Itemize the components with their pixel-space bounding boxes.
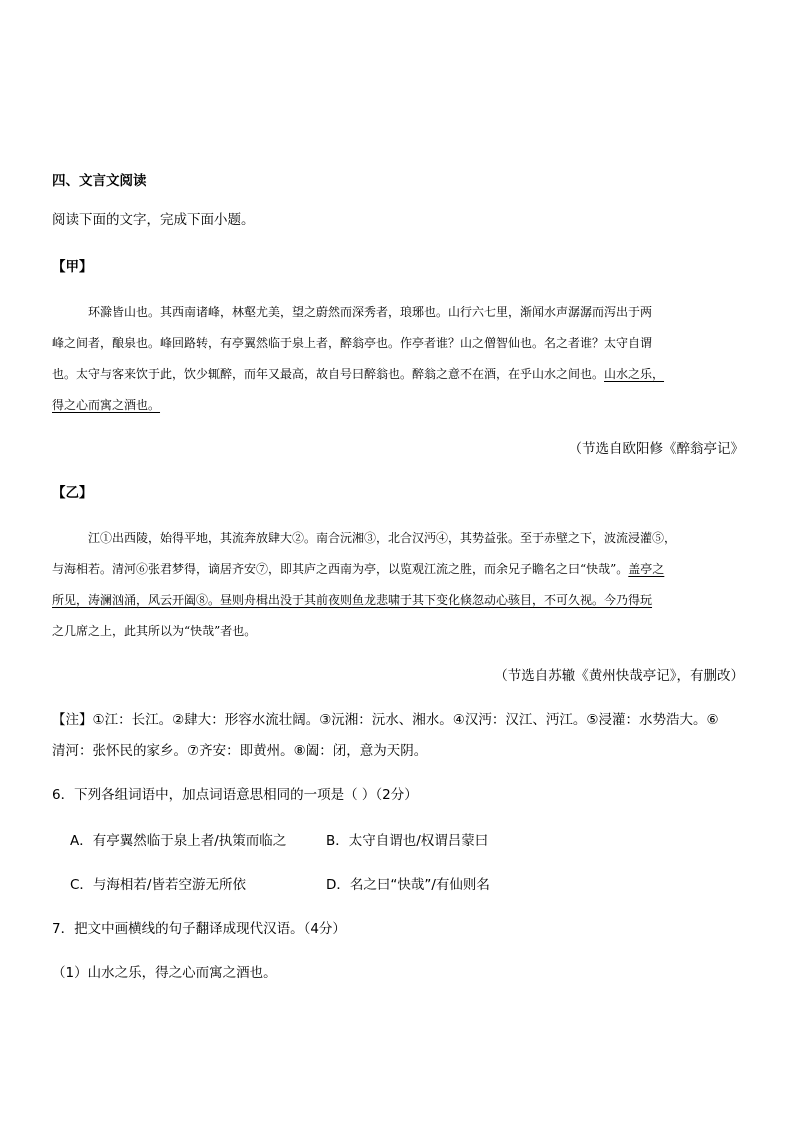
passage-yi-label: 【乙】 bbox=[52, 485, 93, 501]
option-c: C．与海相若/皆若空游无所依 bbox=[70, 877, 246, 893]
note-line: 【注】①江：长江。②肆大：形容水流壮阔。③沅湘：沅水、湘水。④汉沔：汉江、沔江。⑤浸灌：水势浩大。⑥ bbox=[52, 712, 719, 728]
passage-jia-label: 【甲】 bbox=[52, 259, 93, 275]
option-d: D．名之曰“快哉”/有仙则名 bbox=[326, 877, 490, 893]
section-title: 四、文言文阅读 bbox=[52, 173, 147, 189]
passage-line: 之几席之上，此其所以为“快哉”者也。 bbox=[52, 624, 257, 638]
instruction: 阅读下面的文字，完成下面小题。 bbox=[52, 212, 255, 228]
underlined-sentence: 山水之乐， bbox=[604, 367, 665, 381]
underlined-sentence: 昼则舟楫出没于其前夜则鱼龙悲啸于其下变化倏忽动心骇目，不可久视。今乃得玩 bbox=[220, 593, 653, 607]
passage-line: 江①出西陵，始得平地，其流奔放肆大②。南合沅湘③，北合汉沔④，其势益张。至于赤壁之下，波流浸灌⑤， bbox=[88, 531, 677, 545]
sub-question-1: （1）山水之乐，得之心而寓之酒也。 bbox=[52, 965, 277, 981]
underlined-sentence: 所见，涛澜汹涌，风云开阖⑧。 bbox=[52, 593, 221, 607]
option-b: B．太守自谓也/权谓吕蒙曰 bbox=[326, 833, 489, 849]
underlined-sentence: 得之心而寓之酒也。 bbox=[52, 398, 161, 412]
passage-text: 也。太守与客来饮于此，饮少辄醉，而年又最高，故自号曰醉翁也。醉翁之意不在酒，在乎山水之间也。 bbox=[52, 367, 605, 381]
underlined-sentence: 盖亭之 bbox=[628, 562, 665, 576]
option-a: A．有亭翼然临于泉上者/执策而临之 bbox=[70, 833, 287, 849]
source-citation-jia: （节选自欧阳修《醉翁亭记》 bbox=[568, 441, 744, 457]
passage-line: 峰之间者，酿泉也。峰回路转，有亭翼然临于泉上者，醉翁亭也。作亭者谁？山之僧智仙也。名之者谁？太守自谓 bbox=[52, 336, 653, 350]
passage-line bbox=[52, 396, 160, 414]
question-stem: 7．把文中画横线的句子翻译成现代汉语。（4分） bbox=[52, 921, 346, 937]
question-stem: 6．下列各组词语中，加点词语意思相同的一项是（ ）（2分） bbox=[52, 787, 418, 803]
passage-line bbox=[52, 591, 652, 609]
note-line: 清河：张怀民的家乡。⑦齐安：即黄州。⑧阖：闭，意为天阴。 bbox=[52, 743, 428, 759]
source-citation-yi: （节选自苏辙《黄州快哉亭记》，有删改） bbox=[494, 668, 744, 684]
passage-line bbox=[52, 365, 664, 383]
passage-line bbox=[52, 560, 664, 578]
passage-line: 环滁皆山也。其西南诸峰，林壑尤美，望之蔚然而深秀者，琅琊也。山行六七里，渐闻水声潺潺而泻出于两 bbox=[88, 305, 653, 319]
passage-text: 与海相若。清河⑥张君梦得，谪居齐安⑦，即其庐之西南为亭，以览观江流之胜，而余兄子瞻名之曰“快哉”。 bbox=[52, 562, 629, 576]
